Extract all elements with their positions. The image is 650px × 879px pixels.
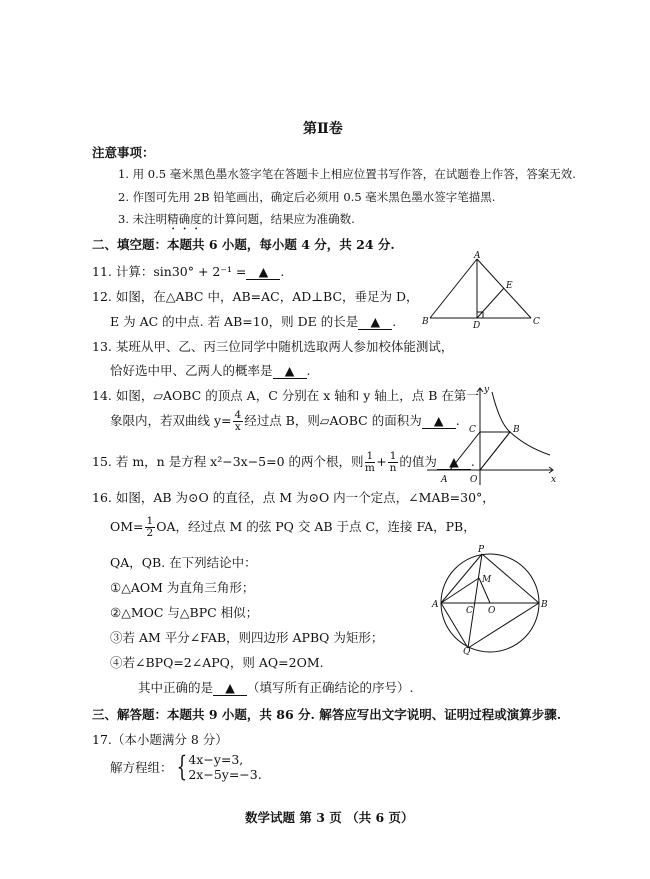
q14-text-a: 象限内，若双曲线 y= xyxy=(110,413,232,428)
part2-heading: 二、填空题：本题共 6 小题，每小题 4 分，共 24 分. xyxy=(92,237,395,252)
question-12-line1: 12. 如图，在△ABC 中，AB=AC，AD⊥BC，垂足为 D， xyxy=(92,289,419,304)
figure-circle-o xyxy=(430,540,550,655)
q15-text-b: 的值为 xyxy=(399,454,437,469)
q13-end: . xyxy=(306,363,311,378)
q16-text-b: OA，经过点 M 的弦 PQ 交 AB 于点 C，连接 FA，PB， xyxy=(156,519,476,534)
q16-option-2: ②△MOC 与△BPC 相似； xyxy=(110,605,259,620)
notes-heading: 注意事项： xyxy=(92,145,155,160)
fig2-diagonal-ob xyxy=(480,432,510,470)
fig3-segment-qb xyxy=(468,603,539,648)
question-17-system xyxy=(110,752,262,782)
q16-answer-text-b: （填写所有正确结论的序号）. xyxy=(247,680,414,695)
q15-f2-den: n xyxy=(389,462,397,474)
note-item-3-emphasis: 精确度 xyxy=(167,212,202,226)
q16-frac-num: 1 xyxy=(146,515,154,527)
fig1-label-c: C xyxy=(533,317,540,327)
figure-parallelogram-aobc xyxy=(425,382,560,490)
question-16-line1: 16. 如图，AB 为⊙O 的直径，点 M 为⊙O 内一个定点，∠MAB=30°， xyxy=(92,490,495,505)
q11-text: 11. 计算：sin30° + 2⁻¹ = xyxy=(92,264,247,279)
fig2-label-c: C xyxy=(469,425,476,435)
fig1-label-d: D xyxy=(473,321,481,330)
q14-end: . xyxy=(455,413,460,428)
q17-eq1: 4x−y=3, xyxy=(188,752,244,767)
question-17-title: 17.（本小题满分 8 分） xyxy=(92,732,228,747)
fig3-label-a: A xyxy=(432,600,439,610)
q14-frac-den: x xyxy=(234,421,241,433)
question-16-line2 xyxy=(110,516,476,539)
fig2-label-a: A xyxy=(441,475,448,485)
fig3-label-o: O xyxy=(488,606,496,616)
q17-brace: { xyxy=(176,750,187,783)
fig2-label-o: O xyxy=(470,475,478,485)
question-15 xyxy=(92,451,475,474)
fig2-hyperbola xyxy=(492,392,550,455)
fig1-label-e: E xyxy=(506,281,513,291)
q11-answer-blank: ▲ xyxy=(246,265,280,280)
fig1-segment-de xyxy=(477,288,504,318)
fig3-label-q: Q xyxy=(463,647,471,655)
note-item-3-b: 的计算问题，结果应为准确数. xyxy=(201,212,355,226)
figure-triangle-abc xyxy=(418,250,548,330)
q17-equations xyxy=(188,752,261,782)
q17-prompt: 解方程组： xyxy=(110,760,173,775)
section-title: 第Ⅱ卷 xyxy=(303,121,343,137)
q16-text-a: OM= xyxy=(110,519,144,534)
q15-fraction-1 xyxy=(365,451,376,474)
question-13-line1: 13. 某班从甲、乙、丙三位同学中随机选取两人参加校体能测试， xyxy=(92,339,454,354)
q15-text-a: 15. 若 m，n 是方程 x²−3x−5=0 的两个根，则 xyxy=(92,454,364,469)
fig1-label-b: B xyxy=(422,317,429,327)
q15-f2-num: 1 xyxy=(389,450,397,462)
q12-answer-blank: ▲ xyxy=(358,315,392,330)
q17-eq2: 2x−5y=−3. xyxy=(188,767,262,782)
question-16-line3: QA，QB. 在下列结论中： xyxy=(110,555,257,570)
q14-text-b: 经过点 B，则▱AOBC 的面积为 xyxy=(244,413,422,428)
fig2-label-x: x xyxy=(551,475,557,485)
q16-answer-text-a: 其中正确的是 xyxy=(138,680,214,695)
note-item-1: 1. 用 0.5 毫米黑色墨水签字笔在答题卡上相应位置书写作答，在试题卷上作答，答案无效. xyxy=(118,167,576,181)
q15-plus: + xyxy=(376,454,387,469)
q16-answer-line xyxy=(138,678,414,696)
q16-answer-blank: ▲ xyxy=(213,681,247,696)
question-11 xyxy=(92,262,284,280)
fig1-label-a: A xyxy=(474,251,481,261)
note-item-3-a: 3. 未注明 xyxy=(118,212,168,226)
fig2-label-y: y xyxy=(484,385,490,395)
page-footer: 数学试题 第 3 页 （共 6 页） xyxy=(245,810,414,825)
q12-text: E 为 AC 的中点. 若 AB=10，则 DE 的长是 xyxy=(110,314,359,329)
q16-option-3: ③若 AM 平分∠FAB，则四边形 APBQ 为矩形； xyxy=(110,630,384,645)
q13-text: 恰好选中甲、乙两人的概率是 xyxy=(110,363,273,378)
q16-option-4: ④若∠BPQ=2∠APQ，则 AQ=2OM. xyxy=(110,655,324,670)
q14-answer-blank: ▲ xyxy=(422,414,456,429)
fig3-segment-am xyxy=(441,578,479,603)
q13-answer-blank: ▲ xyxy=(273,364,307,379)
q15-answer-blank: ▲ xyxy=(437,455,471,470)
q11-end: . xyxy=(280,264,285,279)
question-14-line1: 14. 如图，▱AOBC 的顶点 A，C 分别在 x 轴和 y 轴上，点 B 在第一 xyxy=(92,388,479,403)
fig3-label-b: B xyxy=(541,600,548,610)
fig3-segment-qa xyxy=(441,603,468,648)
fig3-label-m: M xyxy=(482,575,492,585)
fig1-edge-ab xyxy=(430,259,477,318)
part3-heading: 三、解答题：本题共 9 小题，共 86 分. 解答应写出文字说明、证明过程或演算步骤. xyxy=(92,707,562,722)
question-12-line2 xyxy=(110,312,396,330)
question-13-line2 xyxy=(110,361,311,379)
q12-end: . xyxy=(392,314,397,329)
q15-f1-num: 1 xyxy=(366,450,374,462)
fig3-label-c: C xyxy=(466,606,473,616)
q15-f1-den: m xyxy=(364,462,375,474)
q15-end: . xyxy=(470,454,475,469)
q14-frac-num: 4 xyxy=(234,409,242,421)
q16-frac-den: 2 xyxy=(146,527,154,539)
note-item-3 xyxy=(118,211,355,233)
fig3-label-p: P xyxy=(478,545,485,555)
q15-fraction-2 xyxy=(388,451,399,474)
fig2-label-b: B xyxy=(513,425,520,435)
note-item-2: 2. 作图可先用 2B 铅笔画出，确定后必须用 0.5 毫米黑色墨水签字笔描黑. xyxy=(118,190,496,204)
question-14-line2 xyxy=(110,410,460,433)
q14-fraction xyxy=(233,410,244,433)
q16-fraction xyxy=(145,516,156,539)
q16-option-1: ①△AOM 为直角三角形； xyxy=(110,580,255,595)
